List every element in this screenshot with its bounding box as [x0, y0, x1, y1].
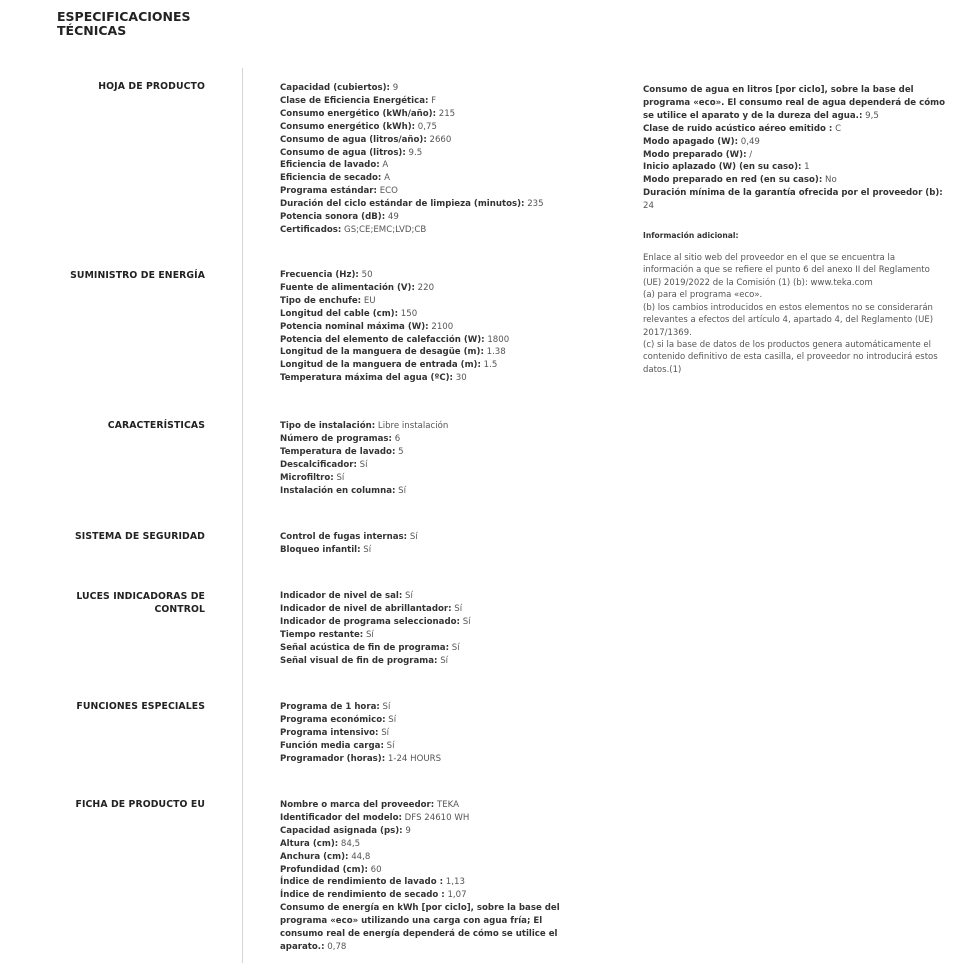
spec-value: / — [746, 149, 753, 160]
spec-key: Función media carga: — [280, 740, 384, 751]
spec-value: Sí — [356, 459, 368, 470]
spec-row — [280, 889, 568, 902]
spec-row — [643, 136, 948, 149]
section-label-luces-line2: CONTROL — [154, 604, 205, 615]
spec-key: Modo apagado (W): — [643, 136, 739, 147]
spec-row — [280, 544, 580, 557]
spec-key: Anchura (cm): — [280, 851, 349, 862]
spec-key: Temperatura máxima del agua (ºC): — [280, 373, 453, 384]
spec-value: 1 — [801, 162, 810, 173]
spec-row — [280, 321, 580, 334]
spec-key: Longitud del cable (cm): — [280, 308, 399, 319]
spec-value: 9 — [402, 825, 411, 836]
spec-value: A — [381, 173, 390, 184]
spec-value: 2660 — [426, 134, 452, 145]
spec-row — [643, 161, 948, 174]
spec-value: 1.38 — [483, 347, 506, 358]
spec-value: 84,5 — [338, 838, 361, 849]
spec-row — [280, 799, 568, 812]
spec-key: Bloqueo infantil: — [280, 544, 361, 555]
spec-row — [280, 334, 580, 347]
spec-row — [280, 603, 580, 616]
spec-key: Fuente de alimentación (V): — [280, 282, 415, 293]
spec-value: Sí — [437, 655, 449, 666]
spec-value: 1,07 — [444, 890, 467, 901]
spec-row — [280, 714, 580, 727]
spec-row — [280, 616, 580, 629]
spec-key: Programa de 1 hora: — [280, 702, 380, 712]
spec-key: Microfiltro: — [280, 472, 334, 483]
spec-row — [280, 295, 580, 308]
spec-value: Sí — [333, 472, 345, 483]
spec-key: Consumo de agua (litros): — [280, 147, 406, 158]
spec-list-seguridad — [280, 531, 580, 557]
spec-value: 0,78 — [324, 941, 347, 952]
spec-key: Control de fugas internas: — [280, 532, 408, 542]
spec-value: Sí — [360, 544, 372, 555]
spec-value: 5 — [395, 446, 404, 457]
spec-row — [280, 864, 568, 877]
spec-row — [280, 740, 580, 753]
section-label-ficha: FICHA DE PRODUCTO EU — [75, 799, 205, 810]
spec-value: 235 — [524, 199, 544, 210]
spec-value: 1800 — [484, 334, 510, 345]
spec-value: 0,75 — [415, 121, 437, 132]
spec-value: 6 — [392, 433, 401, 444]
section-label-caracteristicas: CARACTERÍSTICAS — [107, 420, 205, 431]
info-line: (b) los cambios introducidos en estos elementos no se considerarán relevantes a efectos del artículo 4, apartado 4, del Reglamento (UE) 2017/1369. — [643, 302, 934, 338]
spec-value: C — [832, 123, 842, 134]
spec-row — [280, 308, 580, 321]
spec-key: Consumo de energía en kWh [por ciclo], sobre la base del programa «eco» utilizando una carga con agua fría; El consumo real de energía dependerá de cómo se utilice el aparato.: — [280, 903, 560, 952]
spec-value: 9 — [390, 83, 399, 93]
spec-row — [280, 134, 580, 147]
spec-key: Programa económico: — [280, 714, 386, 725]
spec-row — [280, 753, 580, 766]
spec-row — [280, 198, 580, 211]
spec-key: Nombre o marca del proveedor: — [280, 800, 435, 810]
spec-key: Señal acústica de fin de programa: — [280, 642, 450, 653]
spec-row — [280, 446, 580, 459]
spec-key: Altura (cm): — [280, 838, 339, 849]
spec-value: Sí — [383, 740, 395, 751]
spec-list-energia — [280, 269, 580, 385]
spec-key: Tiempo restante: — [280, 629, 364, 640]
spec-value: F — [428, 95, 437, 106]
info-line: (c) si la base de datos de los productos genera automáticamente el contenido definitivo de esta casilla, el proveedor no introducirá estos datos.(1) — [643, 339, 938, 375]
spec-value: TEKA — [434, 800, 460, 810]
spec-key: Modo preparado (W): — [643, 149, 747, 160]
spec-row — [280, 851, 568, 864]
spec-row — [280, 211, 580, 224]
spec-row — [280, 95, 580, 108]
spec-row — [280, 902, 568, 954]
spec-row — [280, 108, 580, 121]
spec-row — [280, 372, 580, 385]
spec-row — [280, 269, 580, 282]
spec-value: Sí — [363, 629, 374, 640]
spec-row — [280, 433, 580, 446]
spec-key: Eficiencia de lavado: — [280, 160, 380, 171]
spec-key: Programador (horas): — [280, 753, 386, 764]
spec-key: Frecuencia (Hz): — [280, 270, 359, 280]
spec-key: Clase de ruido acústico aéreo emitido : — [643, 123, 833, 134]
spec-key: Indicador de nivel de sal: — [280, 591, 403, 601]
spec-row — [280, 159, 580, 172]
spec-value: GS;CE;EMC;LVD;CB — [341, 224, 427, 235]
spec-value: No — [822, 175, 837, 186]
spec-row — [643, 123, 948, 136]
section-label-luces — [40, 590, 205, 616]
spec-value: Sí — [378, 727, 390, 738]
spec-key: Instalación en columna: — [280, 485, 396, 496]
spec-value: Sí — [385, 714, 397, 725]
spec-value: Sí — [395, 485, 407, 496]
spec-value: 9,5 — [862, 110, 879, 121]
spec-row — [280, 172, 580, 185]
spec-value: 44,8 — [348, 851, 371, 862]
spec-row — [280, 531, 580, 544]
spec-row — [643, 174, 948, 187]
spec-value: EU — [361, 295, 376, 306]
spec-key: Tipo de enchufe: — [280, 295, 362, 306]
spec-row — [280, 147, 580, 160]
spec-value: A — [379, 160, 389, 171]
spec-row — [280, 121, 580, 134]
info-body — [643, 252, 948, 376]
spec-row — [280, 812, 568, 825]
spec-value: 24 — [643, 201, 654, 212]
spec-key: Señal visual de fin de programa: — [280, 655, 438, 666]
spec-key: Indicador de programa seleccionado: — [280, 616, 460, 627]
spec-key: Índice de rendimiento de lavado : — [280, 877, 444, 888]
spec-key: Consumo energético (kWh/año): — [280, 108, 437, 119]
section-label-energia: SUMINISTRO DE ENERGÍA — [70, 270, 205, 281]
spec-value: 220 — [414, 282, 435, 293]
spec-key: Capacidad asignada (ps): — [280, 825, 403, 836]
spec-key: Longitud de la manguera de desagüe (m): — [280, 347, 484, 358]
spec-key: Duración del ciclo estándar de limpieza (minutos): — [280, 199, 525, 210]
spec-key: Clase de Eficiencia Energética: — [280, 95, 429, 106]
spec-value: 1,13 — [443, 877, 465, 888]
spec-key: Descalcificador: — [280, 459, 357, 470]
spec-key: Potencia del elemento de calefacción (W): — [280, 334, 485, 345]
spec-row — [280, 590, 580, 603]
spec-row — [280, 459, 580, 472]
spec-value: 0,49 — [738, 136, 760, 147]
spec-key: Potencia nominal máxima (W): — [280, 321, 429, 332]
spec-value: Sí — [451, 603, 463, 614]
page-title: ESPECIFICACIONES TÉCNICAS — [57, 9, 191, 38]
spec-key: Capacidad (cubiertos): — [280, 83, 390, 93]
spec-value: 60 — [367, 864, 382, 875]
ficha-right-column — [643, 84, 948, 376]
spec-key: Número de programas: — [280, 433, 392, 444]
spec-value: Sí — [459, 616, 471, 627]
spec-key: Programa estándar: — [280, 186, 377, 197]
spec-key: Inicio aplazado (W) (en su caso): — [643, 162, 802, 173]
section-label-funciones: FUNCIONES ESPECIALES — [76, 701, 205, 712]
spec-row — [643, 187, 948, 213]
spec-value: 9.5 — [405, 147, 423, 158]
info-line: Enlace al sitio web del proveedor en el que se encuentra la información a que se refiere el punto 6 del anexo II del Reglamento (UE) 2019/2022 de la Comisión (1) (b): www.teka.com — [643, 253, 930, 288]
spec-row — [280, 629, 580, 642]
spec-key: Programa intensivo: — [280, 727, 379, 738]
spec-key: Duración mínima de la garantía ofrecida por el proveedor (b): — [643, 188, 943, 199]
spec-key: Profundidad (cm): — [280, 864, 368, 875]
section-label-seguridad: SISTEMA DE SEGURIDAD — [74, 531, 205, 542]
spec-list-caracteristicas — [280, 420, 580, 497]
spec-key: Longitud de la manguera de entrada (m): — [280, 360, 481, 371]
spec-list-ficha-right — [643, 84, 948, 213]
spec-row — [280, 472, 580, 485]
spec-value: Sí — [379, 702, 391, 712]
spec-row — [280, 701, 580, 714]
spec-row — [280, 82, 580, 95]
spec-row — [280, 727, 580, 740]
spec-value: 2100 — [428, 321, 454, 332]
spec-value: 49 — [385, 212, 399, 223]
spec-value: ECO — [376, 186, 398, 197]
spec-value: Libre instalación — [375, 421, 449, 431]
spec-value: Sí — [402, 591, 413, 601]
spec-key: Consumo energético (kWh): — [280, 121, 416, 132]
section-label-hoja: HOJA DE PRODUCTO — [98, 81, 205, 92]
spec-row — [280, 838, 568, 851]
spec-value: DFS 24610 WH — [401, 812, 470, 823]
spec-value: 1-24 HOURS — [385, 753, 442, 764]
spec-list-hoja — [280, 82, 580, 237]
info-line: (a) para el programa «eco». — [643, 290, 763, 301]
spec-key: Identificador del modelo: — [280, 812, 402, 823]
spec-row — [280, 825, 568, 838]
spec-key: Tipo de instalación: — [280, 421, 376, 431]
spec-value: 30 — [453, 373, 467, 384]
spec-value: 215 — [436, 108, 456, 119]
spec-row — [280, 185, 580, 198]
spec-value: Sí — [449, 642, 460, 653]
spec-key: Consumo de agua (litros/año): — [280, 134, 427, 145]
spec-key: Temperatura de lavado: — [280, 446, 396, 457]
spec-key: Modo preparado en red (en su caso): — [643, 175, 823, 186]
spec-row — [280, 359, 580, 372]
spec-list-luces — [280, 590, 580, 667]
spec-row — [280, 282, 580, 295]
spec-list-ficha — [280, 799, 568, 954]
spec-value: Sí — [407, 532, 418, 542]
spec-key: Indicador de nivel de abrillantador: — [280, 603, 452, 614]
spec-key: Certificados: — [280, 224, 342, 235]
column-divider — [242, 68, 243, 963]
spec-key: Índice de rendimiento de secado : — [280, 890, 445, 901]
spec-value: 150 — [398, 308, 418, 319]
spec-key: Consumo de agua en litros [por ciclo], sobre la base del programa «eco». El consumo real de agua dependerá de cómo se utilice el aparato y de la dureza del agua.: — [643, 85, 945, 121]
spec-row — [280, 485, 580, 498]
spec-list-funciones — [280, 701, 580, 766]
spec-row — [280, 346, 580, 359]
spec-row — [280, 642, 580, 655]
section-label-luces-line1: LUCES INDICADORAS DE — [76, 591, 205, 602]
spec-key: Potencia sonora (dB): — [280, 212, 386, 223]
info-title: Información adicional: — [643, 231, 739, 241]
spec-row — [643, 84, 948, 123]
spec-key: Eficiencia de secado: — [280, 173, 382, 184]
spec-value: 50 — [358, 270, 373, 280]
spec-row — [280, 224, 580, 237]
spec-value: 1.5 — [480, 360, 498, 371]
spec-row — [643, 149, 948, 162]
spec-row — [280, 420, 580, 433]
spec-row — [280, 876, 568, 889]
spec-row — [280, 655, 580, 668]
